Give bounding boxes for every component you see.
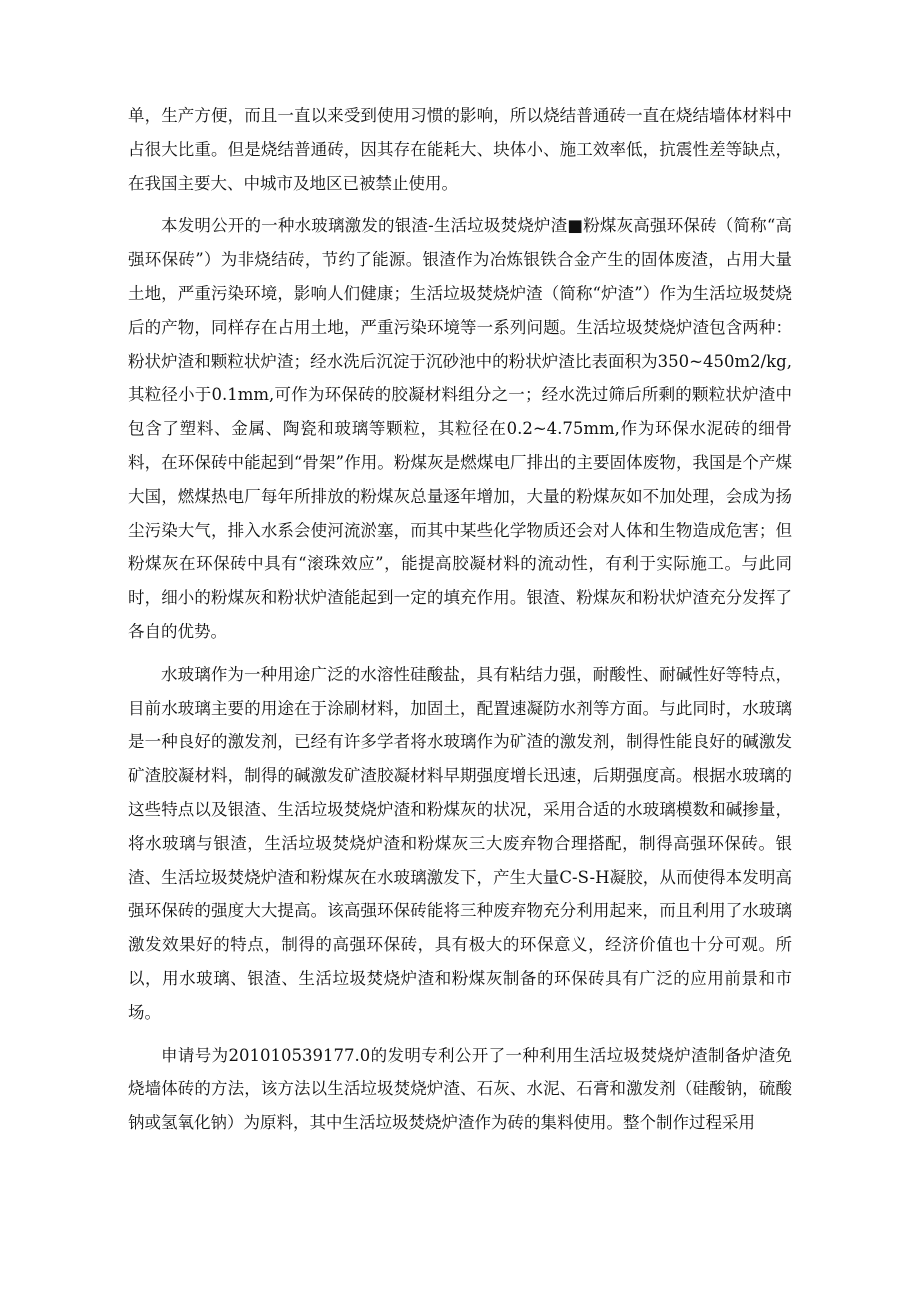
paragraph-4: 申请号为201010539177.0的发明专利公开了一种利用生活垃圾焚烧炉渣制备炉渣免烧墙体砖的方法，该方法以生活垃圾焚烧炉渣、石灰、水泥、石膏和激发剂（硅酸钠，硫酸钠或氢氧化钠）为原料，其中生活垃圾焚烧炉渣作为砖的集料使用。整个制作过程采用 <box>128 1045 792 1133</box>
paragraph-2: 本发明公开的一种水玻璃激发的银渣-生活垃圾焚烧炉渣■粉煤灰高强环保砖（简称“高强环保砖”）为非烧结砖，节约了能源。银渣作为冶炼银铁合金产生的固体废渣，占用大量土地，严重污染环境，影响人们健康；生活垃圾焚烧炉渣（简称“炉渣”）作为生活垃圾焚烧后的产物，同样存在占用土地，严重污染环境等一系列问题。生活垃圾焚烧炉渣包含两种：粉状炉渣和颗粒状炉渣；经水洗后沉淀于沉砂池中的粉状炉渣比表面积为350~450m2/kg,其粒径小于0.1mm,可作为环保砖的胶凝材料组分之一；经水洗过筛后所剩的颗粒状炉渣中包含了塑料、金属、陶瓷和玻璃等颗粒，其粒径在0.2~4.75mm,作为环保水泥砖的细骨料，在环保砖中能起到“骨架”作用。粉煤灰是燃煤电厂排出的主要固体废物，我国是个产煤大国，燃煤热电厂每年所排放的粉煤灰总量逐年增加，大量的粉煤灰如不加处理，会成为扬尘污染大气，排入水系会使河流淤塞，而其中某些化学物质还会对人体和生物造成危害；但粉煤灰在环保砖中具有“滚珠效应”，能提高胶凝材料的流动性，有利于实际施工。与此同时，细小的粉煤灰和粉状炉渣能起到一定的填充作用。银渣、粉煤灰和粉状炉渣充分发挥了各自的优势。 <box>128 216 792 641</box>
document-body <box>128 99 792 1140</box>
paragraph-3: 水玻璃作为一种用途广泛的水溶性硅酸盐，具有粘结力强，耐酸性、耐碱性好等特点，目前水玻璃主要的用途在于涂刷材料，加固土，配置速凝防水剂等方面。与此同时，水玻璃是一种良好的激发剂，已经有许多学者将水玻璃作为矿渣的激发剂，制得性能良好的碱激发矿渣胶凝材料，制得的碱激发矿渣胶凝材料早期强度增长迅速，后期强度高。根据水玻璃的这些特点以及银渣、生活垃圾焚烧炉渣和粉煤灰的状况，采用合适的水玻璃模数和碱掺量，将水玻璃与银渣，生活垃圾焚烧炉渣和粉煤灰三大废弃物合理搭配，制得高强环保砖。银渣、生活垃圾焚烧炉渣和粉煤灰在水玻璃激发下，产生大量C-S-H凝胶，从而使得本发明高强环保砖的强度大大提高。该高强环保砖能将三种废弃物充分利用起来，而且利用了水玻璃激发效果好的特点，制得的高强环保砖，具有极大的环保意义，经济价值也十分可观。所以，用水玻璃、银渣、生活垃圾焚烧炉渣和粉煤灰制备的环保砖具有广泛的应用前景和市场。 <box>128 664 792 1022</box>
paragraph-1: 单，生产方便，而且一直以来受到使用习惯的影响，所以烧结普通砖一直在烧结墙体材料中占很大比重。但是烧结普通砖，因其存在能耗大、块体小、施工效率低，抗震性差等缺点，在我国主要大、中城市及地区已被禁止使用。 <box>128 106 792 193</box>
